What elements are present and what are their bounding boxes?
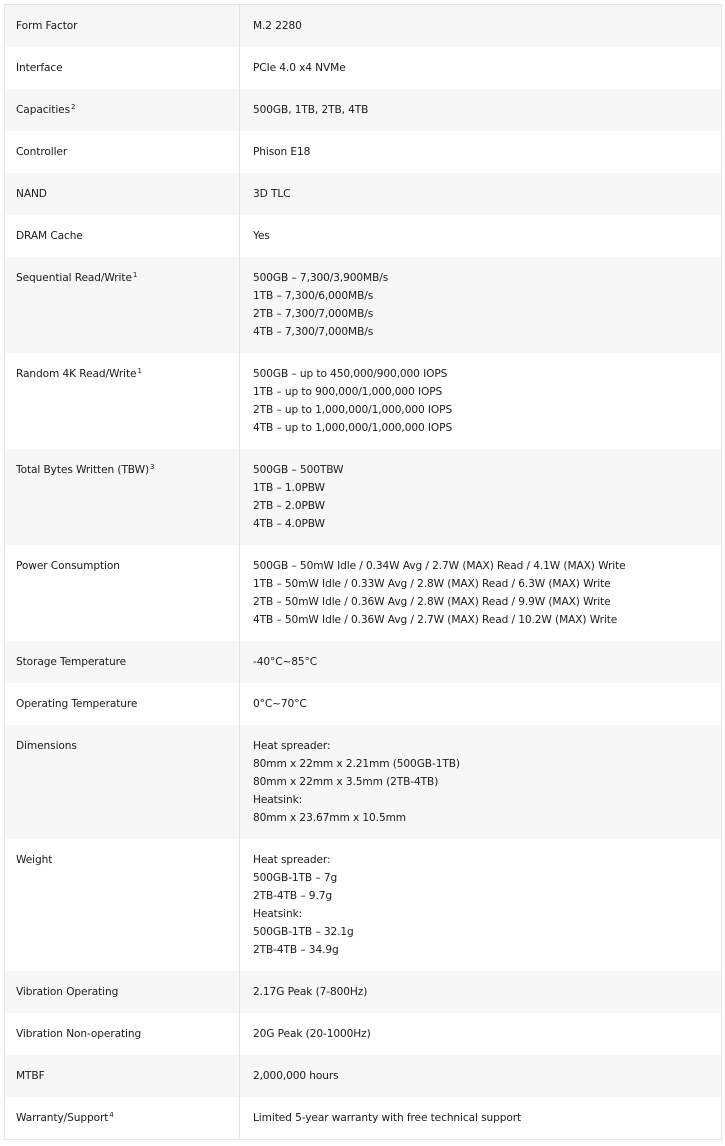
spec-value-line: 500GB – up to 450,000/900,000 IOPS: [253, 368, 448, 380]
footnote-marker: 2: [71, 103, 76, 111]
spec-label-cell: [5, 683, 240, 725]
spec-label: Sequential Read/Write: [16, 272, 132, 284]
spec-label: Capacities: [16, 104, 71, 116]
spec-row: [5, 545, 722, 641]
spec-value-line: 80mm x 22mm x 2.21mm (500GB-1TB): [253, 758, 460, 770]
footnote-marker: 1: [132, 271, 138, 279]
spec-label-cell: [5, 131, 240, 173]
spec-value-line: Heat spreader:: [253, 740, 331, 752]
spec-label-cell: [5, 1055, 240, 1097]
spec-row: [5, 725, 722, 839]
spec-row: [5, 215, 722, 257]
spec-label-cell: [5, 971, 240, 1013]
spec-value-line: 4TB – up to 1,000,000/1,000,000 IOPS: [253, 422, 453, 434]
spec-row: [5, 257, 722, 353]
spec-row: [5, 683, 722, 725]
spec-label: Random 4K Read/Write: [16, 368, 137, 380]
spec-value-line: 80mm x 23.67mm x 10.5mm: [253, 812, 407, 824]
spec-value-line: 500GB-1TB – 7g: [253, 872, 338, 884]
spec-label-cell: [5, 449, 240, 545]
spec-value-line: 500GB – 7,300/3,900MB/s: [253, 272, 389, 284]
spec-value-cell: [240, 449, 722, 545]
spec-row: [5, 173, 722, 215]
spec-value-line: 0°C~70°C: [253, 698, 307, 710]
spec-value-line: 2.17G Peak (7-800Hz): [253, 986, 368, 998]
footnote-marker: 1: [137, 367, 142, 375]
spec-value-cell: [240, 5, 722, 48]
spec-label: NAND: [16, 188, 47, 200]
spec-row: [5, 353, 722, 449]
spec-label-cell: [5, 725, 240, 839]
spec-row: [5, 1013, 722, 1055]
spec-label-cell: [5, 353, 240, 449]
spec-value-cell: [240, 1055, 722, 1097]
spec-row: [5, 47, 722, 89]
spec-label-cell: [5, 839, 240, 971]
spec-value-line: 80mm x 22mm x 3.5mm (2TB-4TB): [253, 776, 439, 788]
spec-value-line: 2TB – 2.0PBW: [253, 500, 325, 512]
spec-row: [5, 1097, 722, 1140]
spec-value-line: 2,000,000 hours: [253, 1070, 339, 1082]
spec-label: Power Consumption: [16, 560, 120, 572]
spec-table-body: [5, 5, 722, 1140]
spec-label: Operating Temperature: [16, 698, 138, 710]
spec-value-cell: [240, 1013, 722, 1055]
spec-row: [5, 5, 722, 48]
spec-value-line: Heat spreader:: [253, 854, 331, 866]
spec-value-line: 2TB – 50mW Idle / 0.36W Avg / 2.8W (MAX) Read / 9.9W (MAX) Write: [253, 596, 611, 608]
footnote-marker: 4: [109, 1111, 114, 1119]
spec-label-cell: [5, 1097, 240, 1140]
spec-row: [5, 839, 722, 971]
spec-label-cell: [5, 257, 240, 353]
spec-table: [4, 4, 722, 1140]
footnote-marker: 3: [150, 463, 155, 471]
spec-value-cell: [240, 1097, 722, 1140]
spec-value-line: Heatsink:: [253, 908, 303, 920]
spec-label-cell: [5, 545, 240, 641]
spec-label: MTBF: [16, 1070, 45, 1082]
spec-row: [5, 449, 722, 545]
spec-label: Storage Temperature: [16, 656, 127, 668]
spec-label: Weight: [16, 854, 53, 866]
spec-value-cell: [240, 215, 722, 257]
spec-value-line: 1TB – up to 900,000/1,000,000 IOPS: [253, 386, 443, 398]
spec-value-line: 500GB – 500TBW: [253, 464, 344, 476]
spec-value-line: Heatsink:: [253, 794, 303, 806]
spec-value-line: 1TB – 50mW Idle / 0.33W Avg / 2.8W (MAX) Read / 6.3W (MAX) Write: [253, 578, 611, 590]
spec-value-line: 2TB – 7,300/7,000MB/s: [253, 308, 374, 320]
spec-label-cell: [5, 89, 240, 131]
spec-value-cell: [240, 353, 722, 449]
spec-label: DRAM Cache: [16, 230, 83, 242]
spec-value-cell: [240, 641, 722, 683]
spec-label: Total Bytes Written (TBW): [16, 464, 150, 476]
spec-label-cell: [5, 215, 240, 257]
spec-value-cell: [240, 971, 722, 1013]
spec-value-cell: [240, 683, 722, 725]
spec-value-line: 500GB-1TB – 32.1g: [253, 926, 354, 938]
spec-value-line: 1TB – 7,300/6,000MB/s: [253, 290, 374, 302]
spec-label: Vibration Non-operating: [16, 1028, 142, 1040]
spec-label: Dimensions: [16, 740, 77, 752]
spec-value-line: 4TB – 7,300/7,000MB/s: [253, 326, 374, 338]
spec-value-cell: [240, 89, 722, 131]
spec-value-line: 3D TLC: [253, 188, 291, 200]
spec-label: Controller: [16, 146, 68, 158]
spec-value-line: 4TB – 50mW Idle / 0.36W Avg / 2.7W (MAX) Read / 10.2W (MAX) Write: [253, 614, 618, 626]
spec-label-cell: [5, 47, 240, 89]
spec-row: [5, 1055, 722, 1097]
spec-value-line: -40°C~85°C: [253, 656, 318, 668]
spec-value-line: 2TB-4TB – 9.7g: [253, 890, 332, 902]
spec-row: [5, 971, 722, 1013]
spec-value-line: Phison E18: [253, 146, 311, 158]
spec-value-cell: [240, 131, 722, 173]
spec-row: [5, 89, 722, 131]
spec-value-line: 4TB – 4.0PBW: [253, 518, 325, 530]
spec-label-cell: [5, 173, 240, 215]
spec-row: [5, 641, 722, 683]
spec-value-line: 20G Peak (20-1000Hz): [253, 1028, 371, 1040]
spec-value-line: M.2 2280: [253, 20, 302, 32]
spec-value-cell: [240, 545, 722, 641]
spec-value-cell: [240, 173, 722, 215]
spec-label: Interface: [16, 62, 63, 74]
spec-value-line: 500GB – 50mW Idle / 0.34W Avg / 2.7W (MAX) Read / 4.1W (MAX) Write: [253, 560, 626, 572]
spec-label-cell: [5, 1013, 240, 1055]
spec-label-cell: [5, 5, 240, 48]
spec-value-line: Limited 5-year warranty with free technical support: [253, 1112, 522, 1124]
spec-value-cell: [240, 257, 722, 353]
spec-value-line: 2TB-4TB – 34.9g: [253, 944, 339, 956]
spec-value-line: 1TB – 1.0PBW: [253, 482, 325, 494]
spec-label-cell: [5, 641, 240, 683]
spec-value-line: 2TB – up to 1,000,000/1,000,000 IOPS: [253, 404, 453, 416]
spec-value-line: 500GB, 1TB, 2TB, 4TB: [253, 104, 369, 116]
spec-label: Form Factor: [16, 20, 78, 32]
spec-label: Warranty/Support: [16, 1112, 109, 1124]
spec-value-cell: [240, 725, 722, 839]
spec-value-line: PCIe 4.0 x4 NVMe: [253, 62, 346, 74]
spec-value-cell: [240, 839, 722, 971]
spec-value-line: Yes: [253, 230, 270, 242]
spec-value-cell: [240, 47, 722, 89]
spec-row: [5, 131, 722, 173]
spec-label: Vibration Operating: [16, 986, 119, 998]
